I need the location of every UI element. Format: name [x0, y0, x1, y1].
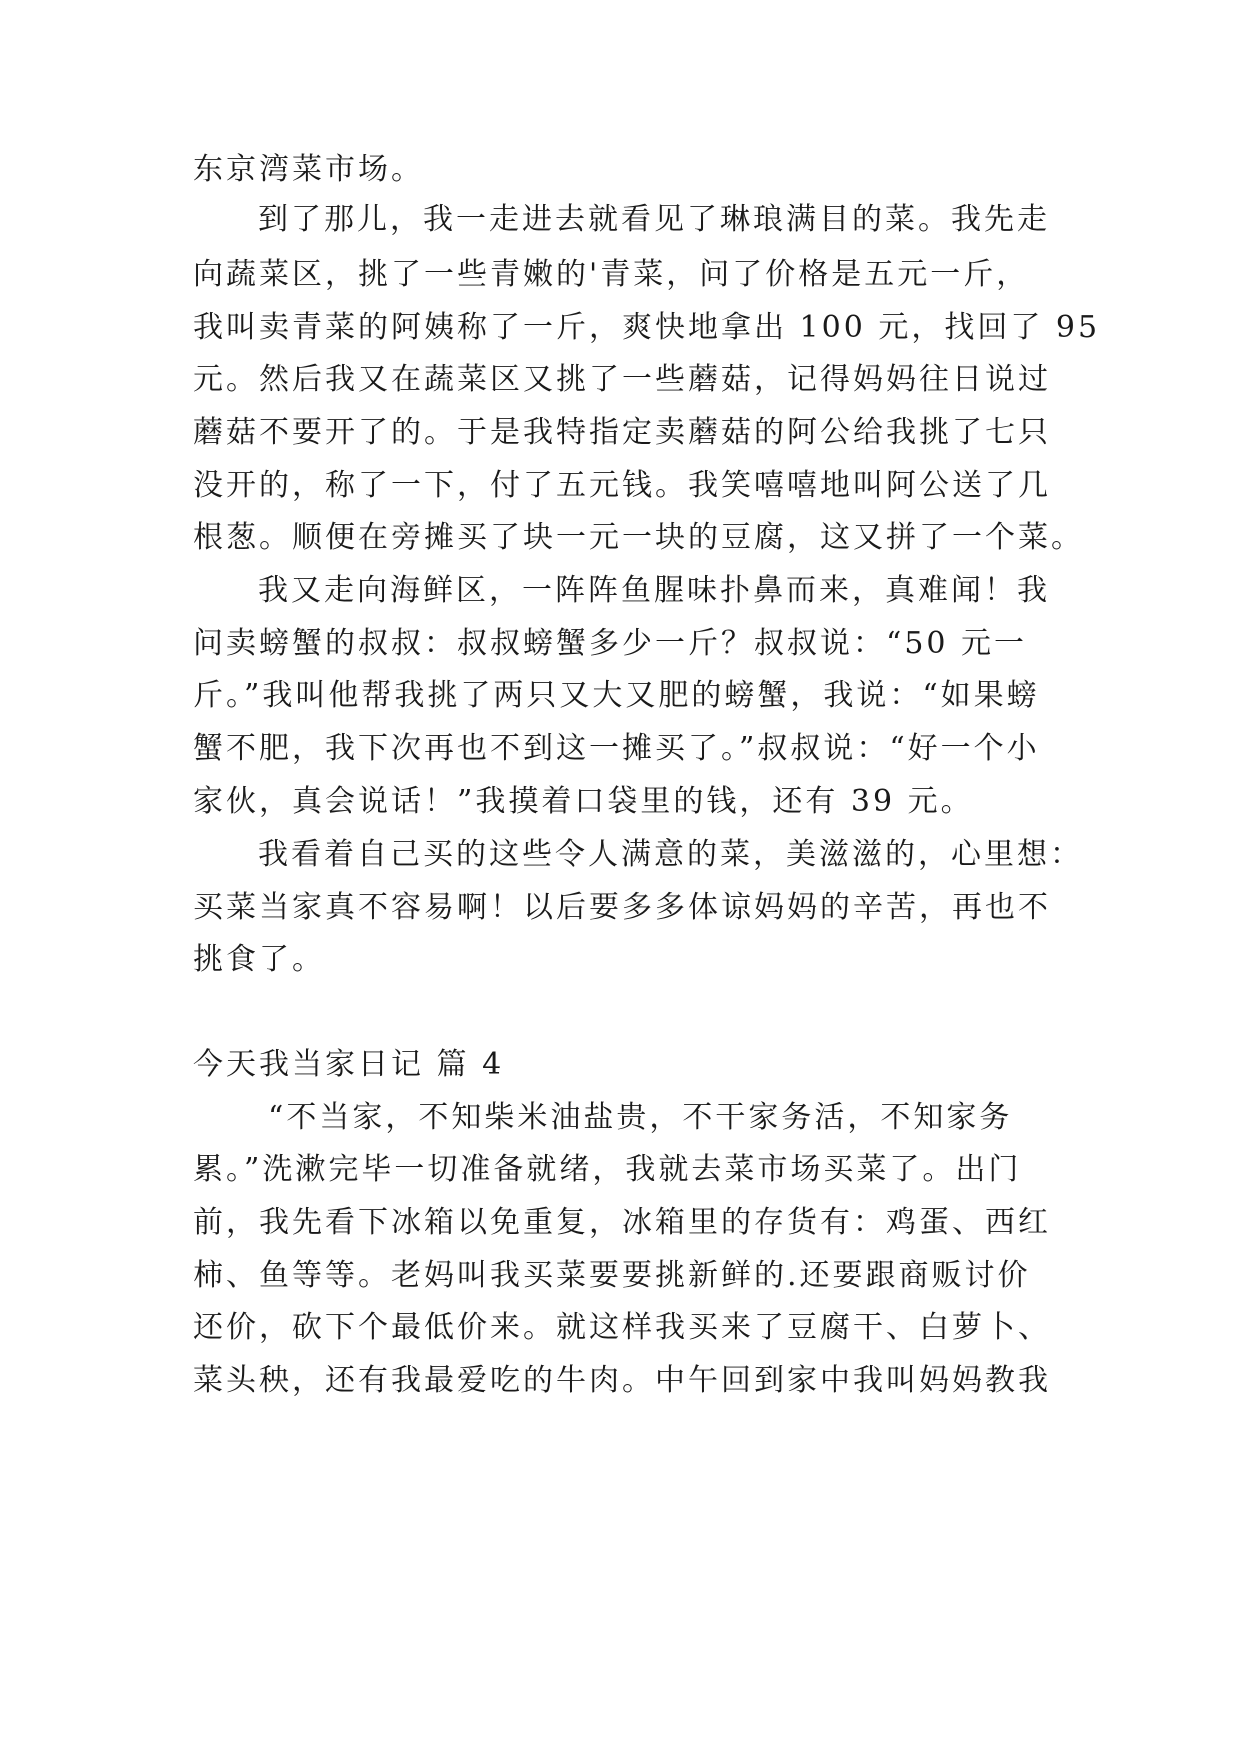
text-line: 柿、鱼等等。老妈叫我买菜要要挑新鲜的.还要跟商贩讨价 — [193, 1258, 1031, 1293]
text-line: 买菜当家真不容易啊！以后要多多体谅妈妈的辛苦，再也不 — [193, 890, 1051, 925]
text-line: 元。然后我又在蔬菜区又挑了一些蘑菇，记得妈妈往日说过 — [193, 362, 1051, 397]
text-line: 家伙，真会说话！”我摸着口袋里的钱，还有 39 元。 — [193, 784, 974, 819]
text-line: 前，我先看下冰箱以免重复，冰箱里的存货有：鸡蛋、西红 — [193, 1205, 1051, 1240]
text-line: 我叫卖青菜的阿姨称了一斤，爽快地拿出 100 元，找回了 95 — [193, 310, 1101, 345]
text-line: 根葱。顺便在旁摊买了块一元一块的豆腐，这又拼了一个菜。 — [193, 520, 1084, 555]
paragraph-start: 我又走向海鲜区，一阵阵鱼腥味扑鼻而来，真难闻！我 — [258, 573, 1050, 608]
paragraph-start: 我看着自己买的这些令人满意的菜，美滋滋的，心里想： — [258, 837, 1083, 872]
text-line: 蟹不肥，我下次再也不到这一摊买了。”叔叔说：“好一个小 — [193, 731, 1040, 766]
text-line: 斤。”我叫他帮我挑了两只又大又肥的螃蟹，我说：“如果螃 — [193, 678, 1040, 713]
paragraph-start: “不当家，不知柴米油盐贵，不干家务活，不知家务 — [268, 1100, 1013, 1135]
text-line: 向蔬菜区，挑了一些青嫩的'青菜，问了价格是五元一斤， — [193, 257, 1030, 292]
text-line: 还价，砍下个最低价来。就这样我买来了豆腐干、白萝卜、 — [193, 1310, 1051, 1345]
text-line: 累。”洗漱完毕一切准备就绪，我就去菜市场买菜了。出门 — [193, 1152, 1022, 1187]
text-line: 没开的，称了一下，付了五元钱。我笑嘻嘻地叫阿公送了几 — [193, 468, 1051, 503]
text-line: 东京湾菜市场。 — [193, 152, 424, 187]
text-line: 蘑菇不要开了的。于是我特指定卖蘑菇的阿公给我挑了七只 — [193, 415, 1051, 450]
text-line: 挑食了。 — [193, 942, 325, 977]
text-line: 问卖螃蟹的叔叔：叔叔螃蟹多少一斤？叔叔说：“50 元一 — [193, 626, 1028, 661]
section-heading: 今天我当家日记 篇 4 — [193, 1047, 505, 1082]
paragraph-start: 到了那儿，我一走进去就看见了琳琅满目的菜。我先走 — [258, 202, 1050, 237]
text-line: 菜头秧，还有我最爱吃的牛肉。中午回到家中我叫妈妈教我 — [193, 1363, 1051, 1398]
